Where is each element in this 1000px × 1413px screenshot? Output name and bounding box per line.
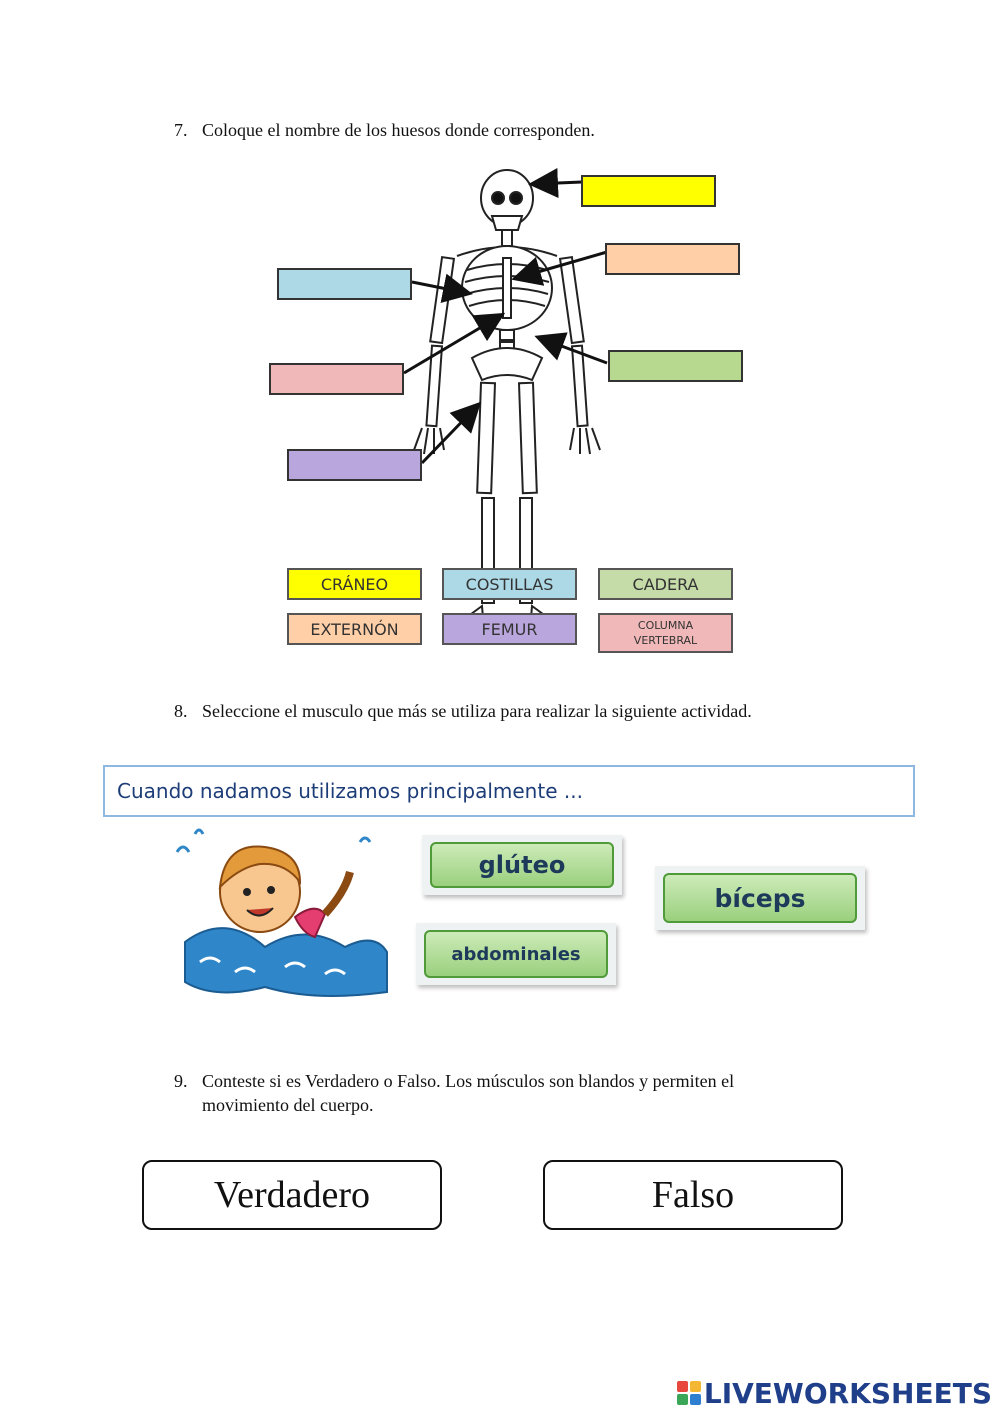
drop-zone-sternum[interactable] <box>605 243 740 275</box>
word-bank-costillas[interactable]: COSTILLAS <box>442 568 577 600</box>
question-number: 9. <box>174 1071 188 1091</box>
question-text: Seleccione el musculo que más se utiliza para realizar la siguiente actividad. <box>202 701 752 721</box>
brand-name: LIVEWORKSHEETS <box>703 1376 992 1410</box>
word-bank-cadera[interactable]: CADERA <box>598 568 733 600</box>
drop-zone-hip[interactable] <box>608 350 743 382</box>
activity-banner: Cuando nadamos utilizamos principalmente ... <box>103 765 915 817</box>
option-gluteo-label: glúteo <box>430 842 614 888</box>
liveworksheets-logo <box>677 1377 992 1409</box>
question-text-line1: Conteste si es Verdadero o Falso. Los músculos son blandos y permiten el <box>202 1071 735 1091</box>
word-bank-craneo[interactable]: CRÁNEO <box>287 568 422 600</box>
word-bank-femur[interactable]: FEMUR <box>442 613 577 645</box>
brand-icon <box>677 1381 701 1405</box>
swimmer-illustration <box>165 822 390 1002</box>
question-text: Coloque el nombre de los huesos donde corresponden. <box>202 120 595 140</box>
question-8 <box>174 699 752 723</box>
drop-zone-femur[interactable] <box>287 449 422 481</box>
question-text-line2: movimiento del cuerpo. <box>202 1095 374 1115</box>
option-gluteo[interactable] <box>422 835 622 895</box>
word-bank-columna-vertebral[interactable]: COLUMNA VERTEBRAL <box>598 613 733 653</box>
option-biceps-label: bíceps <box>663 873 857 923</box>
drop-zone-skull[interactable] <box>581 175 716 207</box>
option-verdadero-button[interactable]: Verdadero <box>142 1160 442 1230</box>
option-falso-button[interactable]: Falso <box>543 1160 843 1230</box>
word-bank-externon[interactable]: EXTERNÓN <box>287 613 422 645</box>
drop-zone-spine[interactable] <box>269 363 404 395</box>
skeleton-diagram <box>262 158 762 680</box>
drop-zone-ribs[interactable] <box>277 268 412 300</box>
skeleton-illustration <box>262 158 762 680</box>
option-abdominales-label: abdominales <box>424 930 608 978</box>
question-number: 7. <box>174 120 188 140</box>
option-biceps[interactable] <box>655 866 865 930</box>
question-9 <box>174 1069 734 1117</box>
question-7 <box>174 118 595 142</box>
option-abdominales[interactable] <box>416 923 616 985</box>
question-number: 8. <box>174 701 188 721</box>
